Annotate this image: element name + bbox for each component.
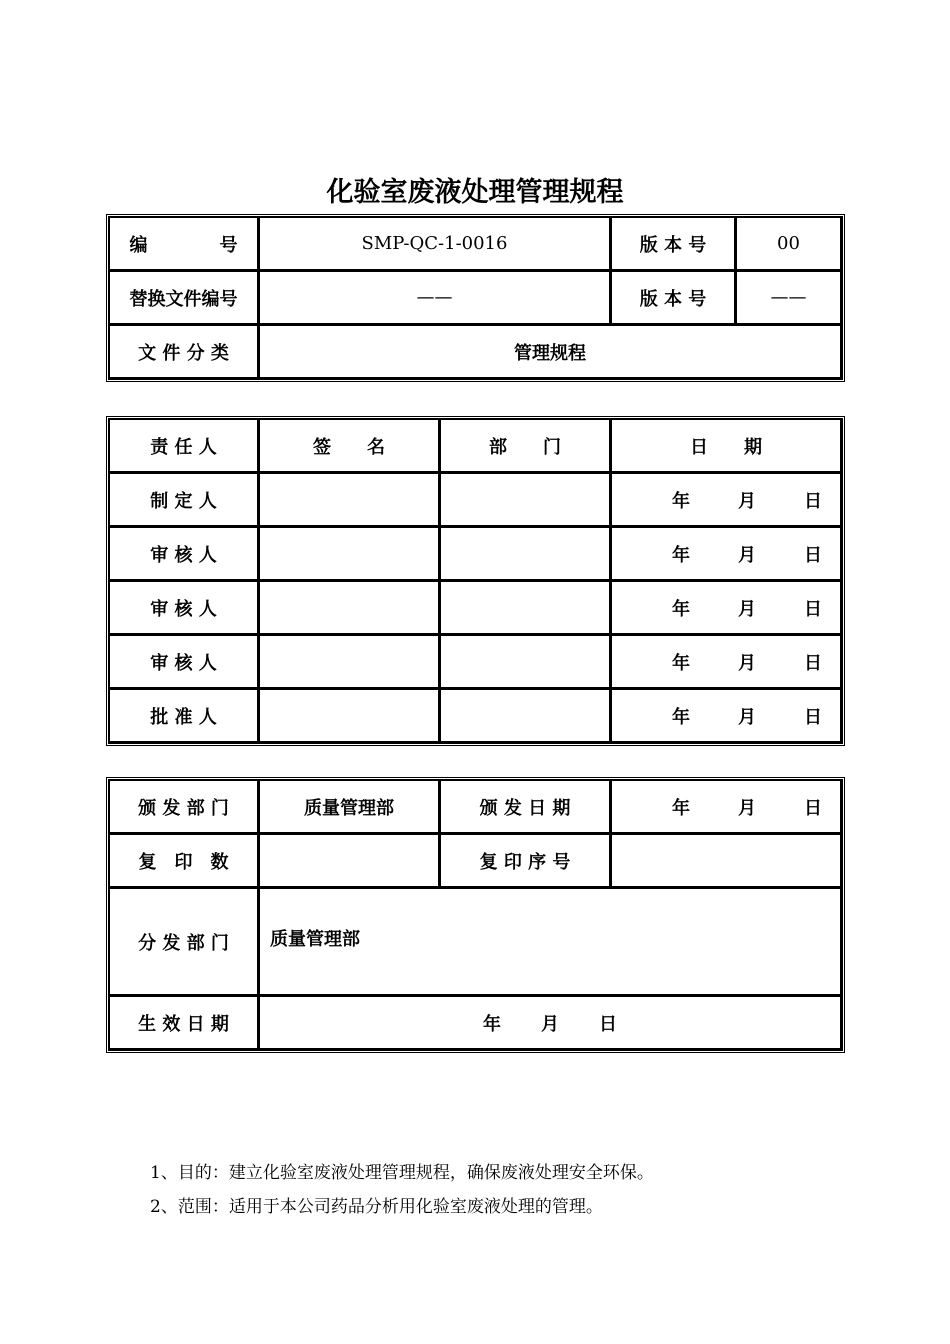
issue-date-label: 颁 发 日 期	[440, 780, 611, 834]
department-cell[interactable]	[440, 527, 611, 581]
table-row	[109, 473, 842, 527]
distribution-label: 分 发 部 门	[109, 888, 259, 996]
copy-serial-value[interactable]	[611, 834, 842, 888]
header-signature: 签 名	[259, 419, 440, 473]
department-cell[interactable]	[440, 689, 611, 743]
effective-date-value[interactable]: 年 月 日	[259, 996, 842, 1050]
replace-value: ——	[259, 271, 611, 325]
table-row	[109, 581, 842, 635]
copies-value[interactable]	[259, 834, 440, 888]
version-label: 版 本 号	[611, 217, 736, 271]
version-value-2: ——	[736, 271, 842, 325]
role-cell: 批 准 人	[109, 689, 259, 743]
issue-dept-value: 质量管理部	[259, 780, 440, 834]
version-label-2: 版 本 号	[611, 271, 736, 325]
version-value: 00	[736, 217, 842, 271]
code-value: SMP-QC-1-0016	[259, 217, 611, 271]
role-cell: 审 核 人	[109, 581, 259, 635]
effective-label: 生 效 日 期	[109, 996, 259, 1050]
document-title: 化验室废液处理管理规程	[326, 177, 624, 208]
purpose-paragraph: 1、目的：建立化验室废液处理管理规程，确保废液处理安全环保。	[150, 1163, 654, 1183]
signature-cell[interactable]	[259, 689, 440, 743]
signature-cell[interactable]	[259, 635, 440, 689]
header-date: 日 期	[611, 419, 842, 473]
signature-cell[interactable]	[259, 473, 440, 527]
department-cell[interactable]	[440, 635, 611, 689]
issue-dept-label: 颁 发 部 门	[109, 780, 259, 834]
responsibility-table	[106, 416, 845, 746]
document-header-table	[106, 214, 845, 382]
copies-label: 复 印 数	[109, 834, 259, 888]
category-label: 文 件 分 类	[109, 325, 259, 379]
role-cell: 审 核 人	[109, 527, 259, 581]
date-cell[interactable]: 年 月 日	[611, 527, 842, 581]
scope-paragraph: 2、范围：适用于本公司药品分析用化验室废液处理的管理。	[150, 1197, 603, 1217]
replace-label: 替换文件编号	[109, 271, 259, 325]
header-responsible: 责 任 人	[109, 419, 259, 473]
table-row	[109, 527, 842, 581]
date-cell[interactable]: 年 月 日	[611, 635, 842, 689]
issue-table	[106, 777, 845, 1053]
distribution-value: 质量管理部	[259, 888, 842, 996]
department-cell[interactable]	[440, 473, 611, 527]
date-cell[interactable]: 年 月 日	[611, 689, 842, 743]
signature-cell[interactable]	[259, 527, 440, 581]
date-cell[interactable]: 年 月 日	[611, 581, 842, 635]
role-cell: 审 核 人	[109, 635, 259, 689]
signature-cell[interactable]	[259, 581, 440, 635]
table-row	[109, 689, 842, 743]
department-cell[interactable]	[440, 581, 611, 635]
date-cell[interactable]: 年 月 日	[611, 473, 842, 527]
table-row	[109, 635, 842, 689]
header-department: 部 门	[440, 419, 611, 473]
role-cell: 制 定 人	[109, 473, 259, 527]
issue-date-value[interactable]: 年 月 日	[611, 780, 842, 834]
copy-serial-label: 复 印 序 号	[440, 834, 611, 888]
category-value: 管理规程	[259, 325, 842, 379]
code-label: 编 号	[109, 217, 259, 271]
